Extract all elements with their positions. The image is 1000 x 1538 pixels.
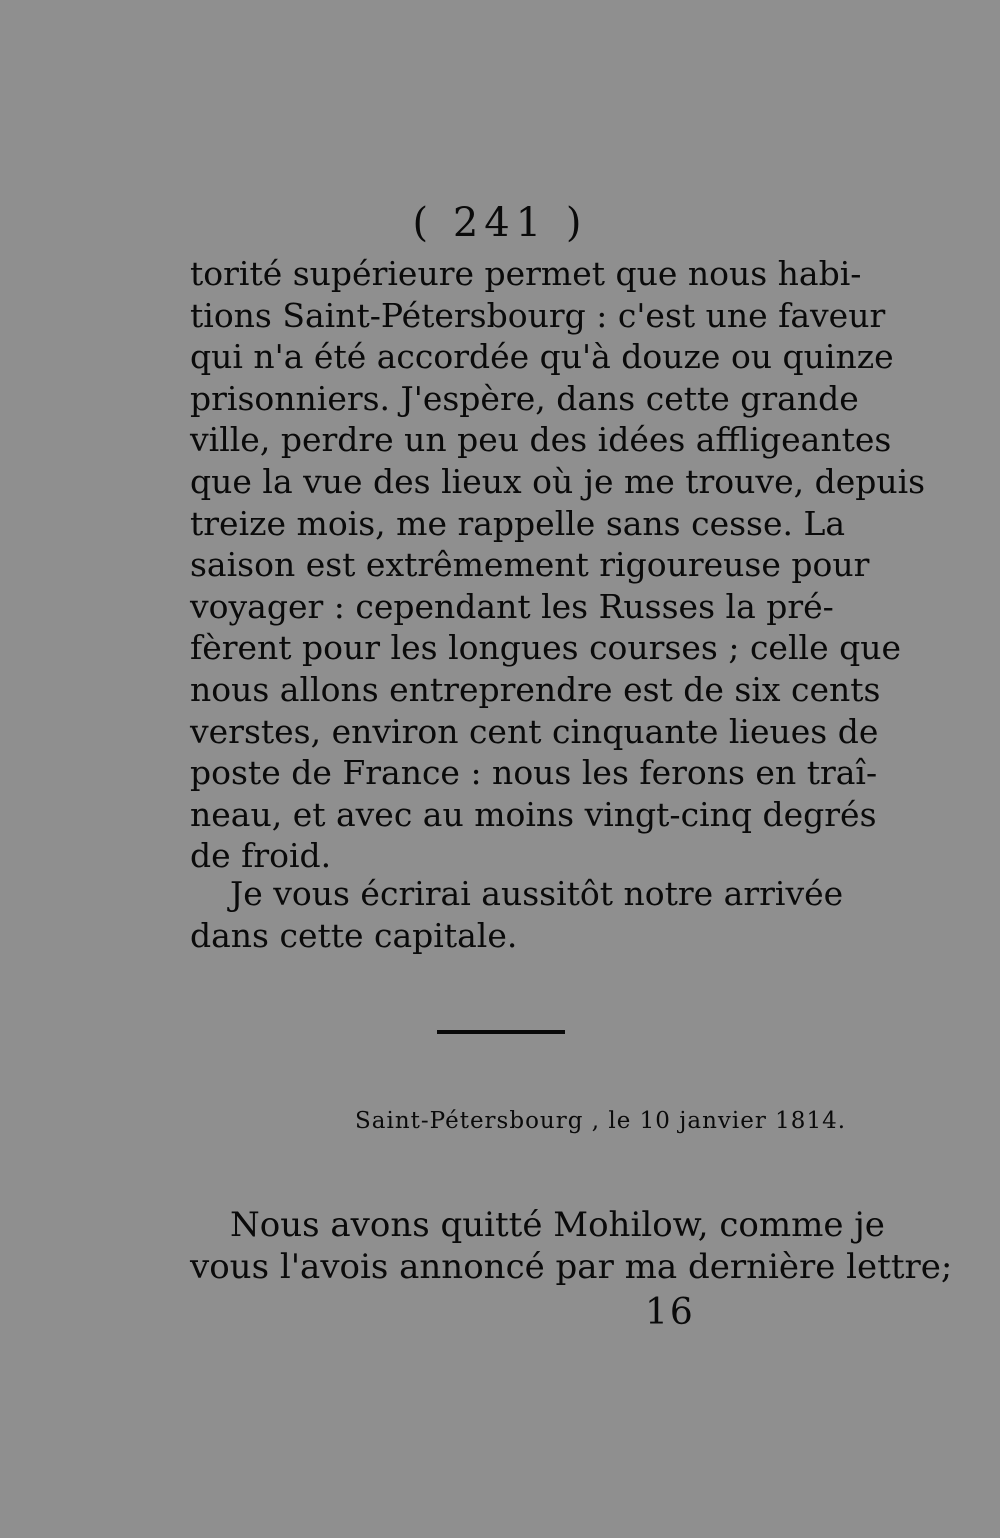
section-divider [437,1030,565,1034]
printer-signature-mark: 16 [645,1292,695,1333]
page-number: ( 241 ) [412,200,588,246]
paragraph-2 [190,873,844,956]
text-line: qui n'a été accordée qu'à douze ou quinze [190,337,894,377]
text-line: vous l'avois annoncé par ma dernière lettre; [190,1246,953,1287]
text-line: tions Saint-Pétersbourg : c'est une faveur [190,295,886,335]
text-line: neau, et avec au moins vingt-cinq degrés [190,794,877,834]
text-line: Nous avons quitté Mohilow, comme je [230,1205,885,1245]
text-line: nous allons entreprendre est de six cents [190,669,881,709]
text-line: voyager : cependant les Russes la pré- [190,586,834,626]
paragraph-3 [190,1205,953,1288]
text-line: de froid. [190,836,332,876]
text-line: saison est extrêmement rigoureuse pour [190,545,870,585]
text-line: prisonniers. J'espère, dans cette grande [190,378,859,418]
text-line: Je vous écrirai aussitôt notre arrivée [230,874,844,913]
text-line: que la vue des lieux où je me trouve, depuis [190,461,926,501]
text-line: torité supérieure permet que nous habi- [190,254,862,293]
text-line: treize mois, me rappelle sans cesse. La [190,503,846,543]
text-line: verstes, environ cent cinquante lieues de [190,711,879,751]
text-line: ville, perdre un peu des idées affligeantes [190,420,892,460]
text-line: poste de France : nous les ferons en traî- [190,753,878,793]
paragraph-1 [190,253,926,877]
text-line: dans cette capitale. [190,915,518,955]
letter-dateline: Saint-Pétersbourg , le 10 janvier 1814. [355,1108,847,1134]
text-line: fèrent pour les longues courses ; celle que [190,628,901,668]
